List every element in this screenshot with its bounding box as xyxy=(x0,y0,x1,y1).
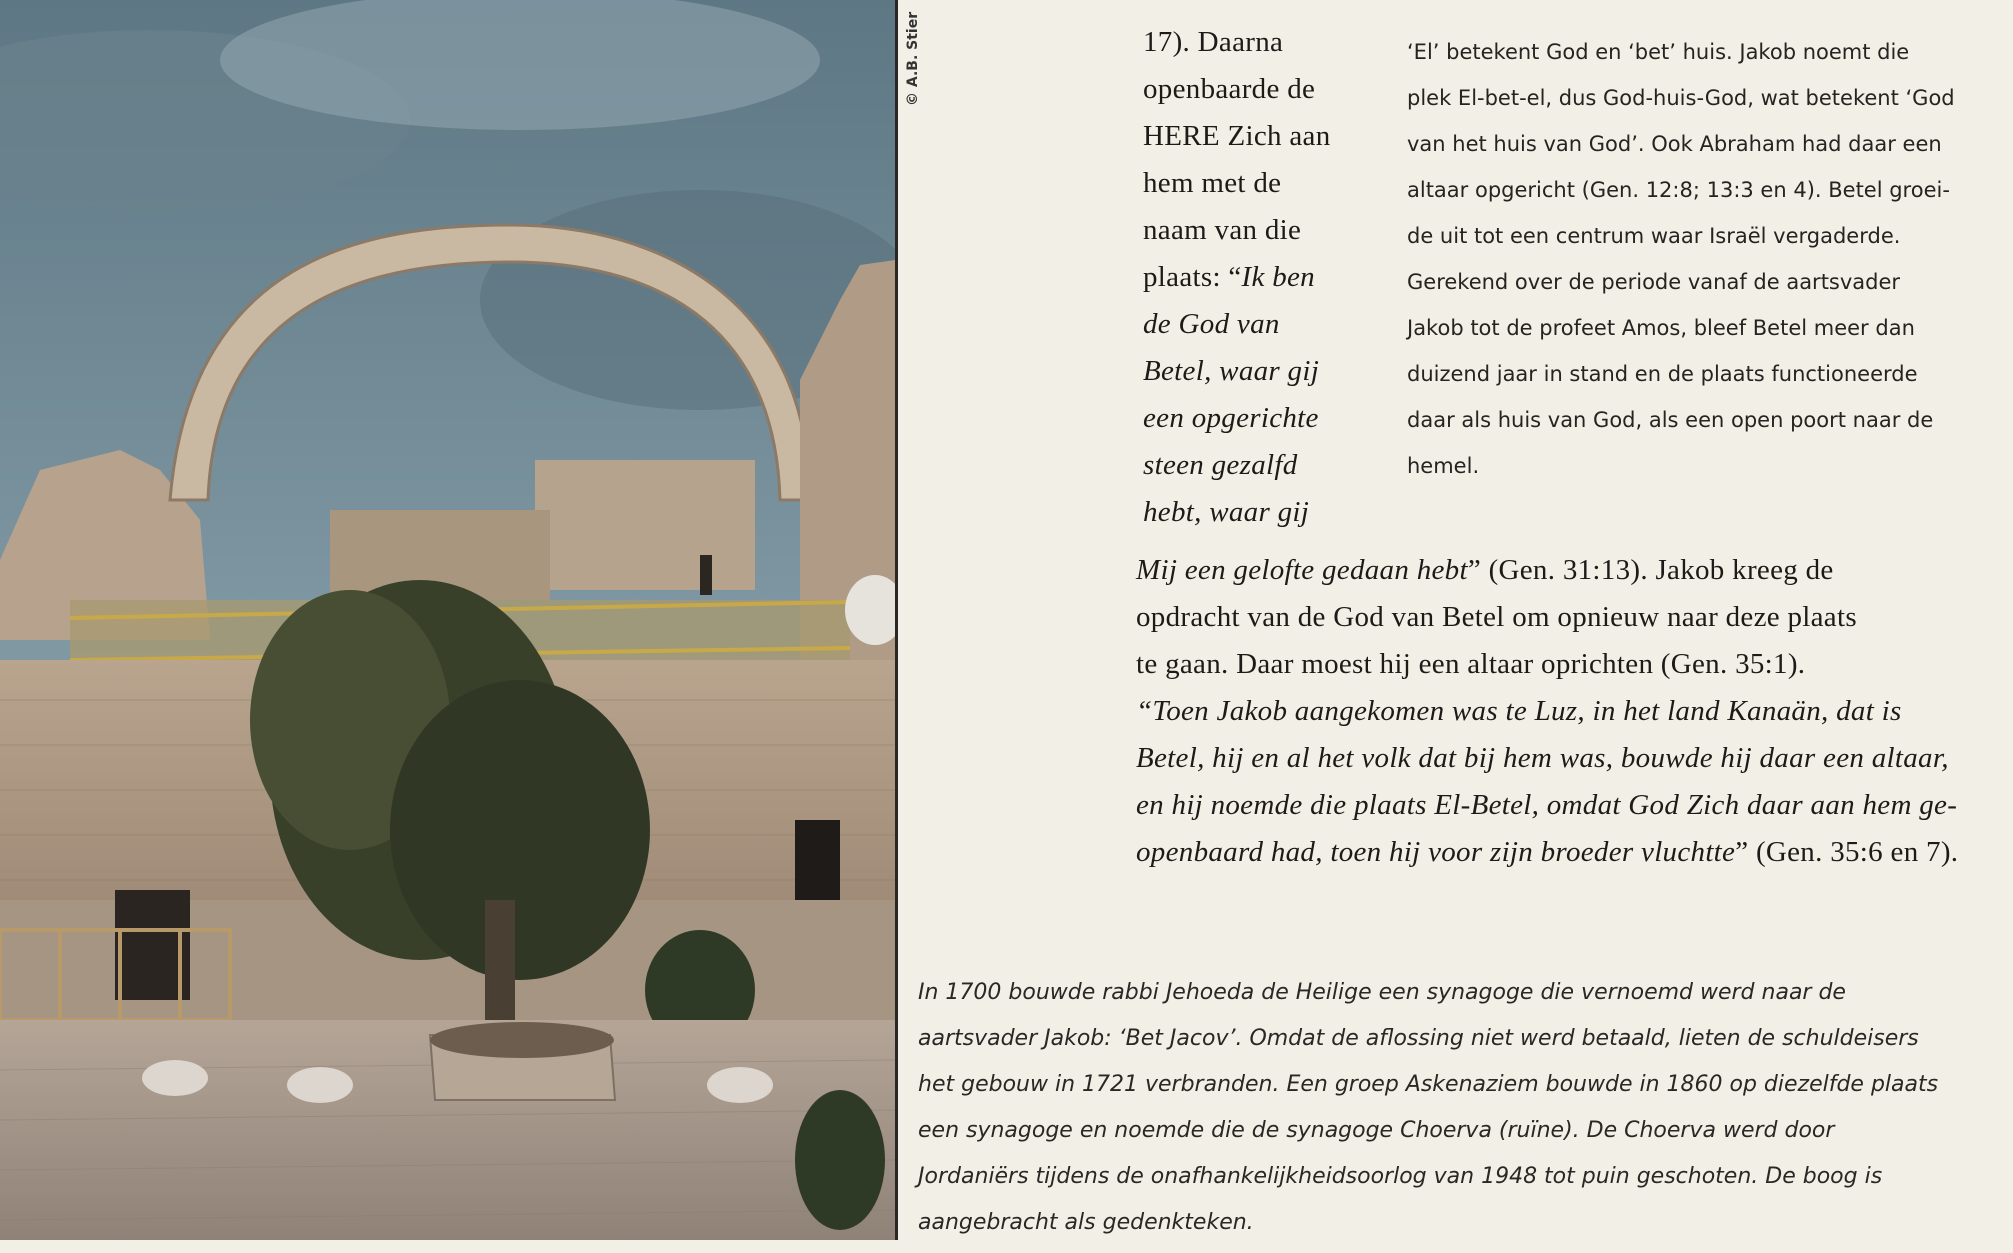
sidebar-line: plek El-bet-el, dus God-huis-God, wat betekent ‘God xyxy=(1407,86,1955,110)
text-line: de God van xyxy=(1143,308,1280,340)
sidebar-line: Gerekend over de periode vanaf de aartsvader xyxy=(1407,270,1901,294)
caption-line: aartsvader Jakob: ‘Bet Jacov’. Omdat de aflossing niet werd betaald, lieten de schuldeisers xyxy=(918,1026,1919,1051)
text-line: steen gezalfd xyxy=(1143,449,1298,481)
text-line: opdracht van de God van Betel om opnieuw naar deze plaats xyxy=(1136,601,1857,633)
text-line: hem met de xyxy=(1143,167,1282,199)
sidebar-line: duizend jaar in stand en de plaats functioneerde xyxy=(1407,362,1918,386)
text-line: Betel, waar gij xyxy=(1143,355,1320,387)
sidebar-line: altaar opgericht (Gen. 12:8; 13:3 en 4). Betel groei- xyxy=(1407,178,1950,202)
text-line: te gaan. Daar moest hij een altaar oprichten (Gen. 35:1). xyxy=(1136,648,1806,680)
caption-line: een synagoge en noemde die de synagoge Choerva (ruïne). De Choerva werd door xyxy=(918,1118,1835,1143)
sidebar-line: hemel. xyxy=(1407,454,1480,478)
text-line: hebt, waar gij xyxy=(1143,496,1310,528)
text-line: een opgerichte xyxy=(1143,402,1319,434)
text-line: naam van die xyxy=(1143,214,1302,246)
hurva-arch-photo xyxy=(0,0,898,1240)
text-line: 17). Daarna xyxy=(1143,26,1284,58)
text-line: en hij noemde die plaats El-Betel, omdat God Zich daar aan hem ge- xyxy=(1136,789,1958,821)
text-line: plaats: “Ik ben xyxy=(1143,261,1315,293)
caption-line: Jordaniërs tijdens de onafhankelijkheidsoorlog van 1948 tot puin geschoten. De boog is xyxy=(918,1164,1883,1189)
text-line: “Toen Jakob aangekomen was te Luz, in het land Kanaän, dat is xyxy=(1136,695,1902,727)
text-line: openbaarde de xyxy=(1143,73,1316,105)
text-line: Betel, hij en al het volk dat bij hem was, bouwde hij daar een altaar, xyxy=(1136,742,1949,774)
sidebar-line: de uit tot een centrum waar Israël vergaderde. xyxy=(1407,224,1901,248)
caption-line: het gebouw in 1721 verbranden. Een groep Askenaziem bouwde in 1860 op diezelfde plaats xyxy=(918,1072,1939,1097)
text-line: openbaard had, toen hij voor zijn broeder vluchtte” (Gen. 35:6 en 7). xyxy=(1136,836,1959,868)
caption-line: In 1700 bouwde rabbi Jehoeda de Heilige een synagoge die vernoemd werd naar de xyxy=(918,980,1846,1005)
caption-line: aangebracht als gedenkteken. xyxy=(918,1210,1254,1235)
text-line: HERE Zich aan xyxy=(1143,120,1331,152)
text-line: Mij een gelofte gedaan hebt” (Gen. 31:13). Jakob kreeg de xyxy=(1136,554,1834,586)
sidebar-line: Jakob tot de profeet Amos, bleef Betel meer dan xyxy=(1407,316,1915,340)
sidebar-line: van het huis van God’. Ook Abraham had daar een xyxy=(1407,132,1942,156)
sidebar-line: daar als huis van God, als een open poort naar de xyxy=(1407,408,1934,432)
sidebar-line: ‘El’ betekent God en ‘bet’ huis. Jakob noemt die xyxy=(1407,40,1910,64)
photo-credit: © A.B. Stier xyxy=(905,11,921,106)
